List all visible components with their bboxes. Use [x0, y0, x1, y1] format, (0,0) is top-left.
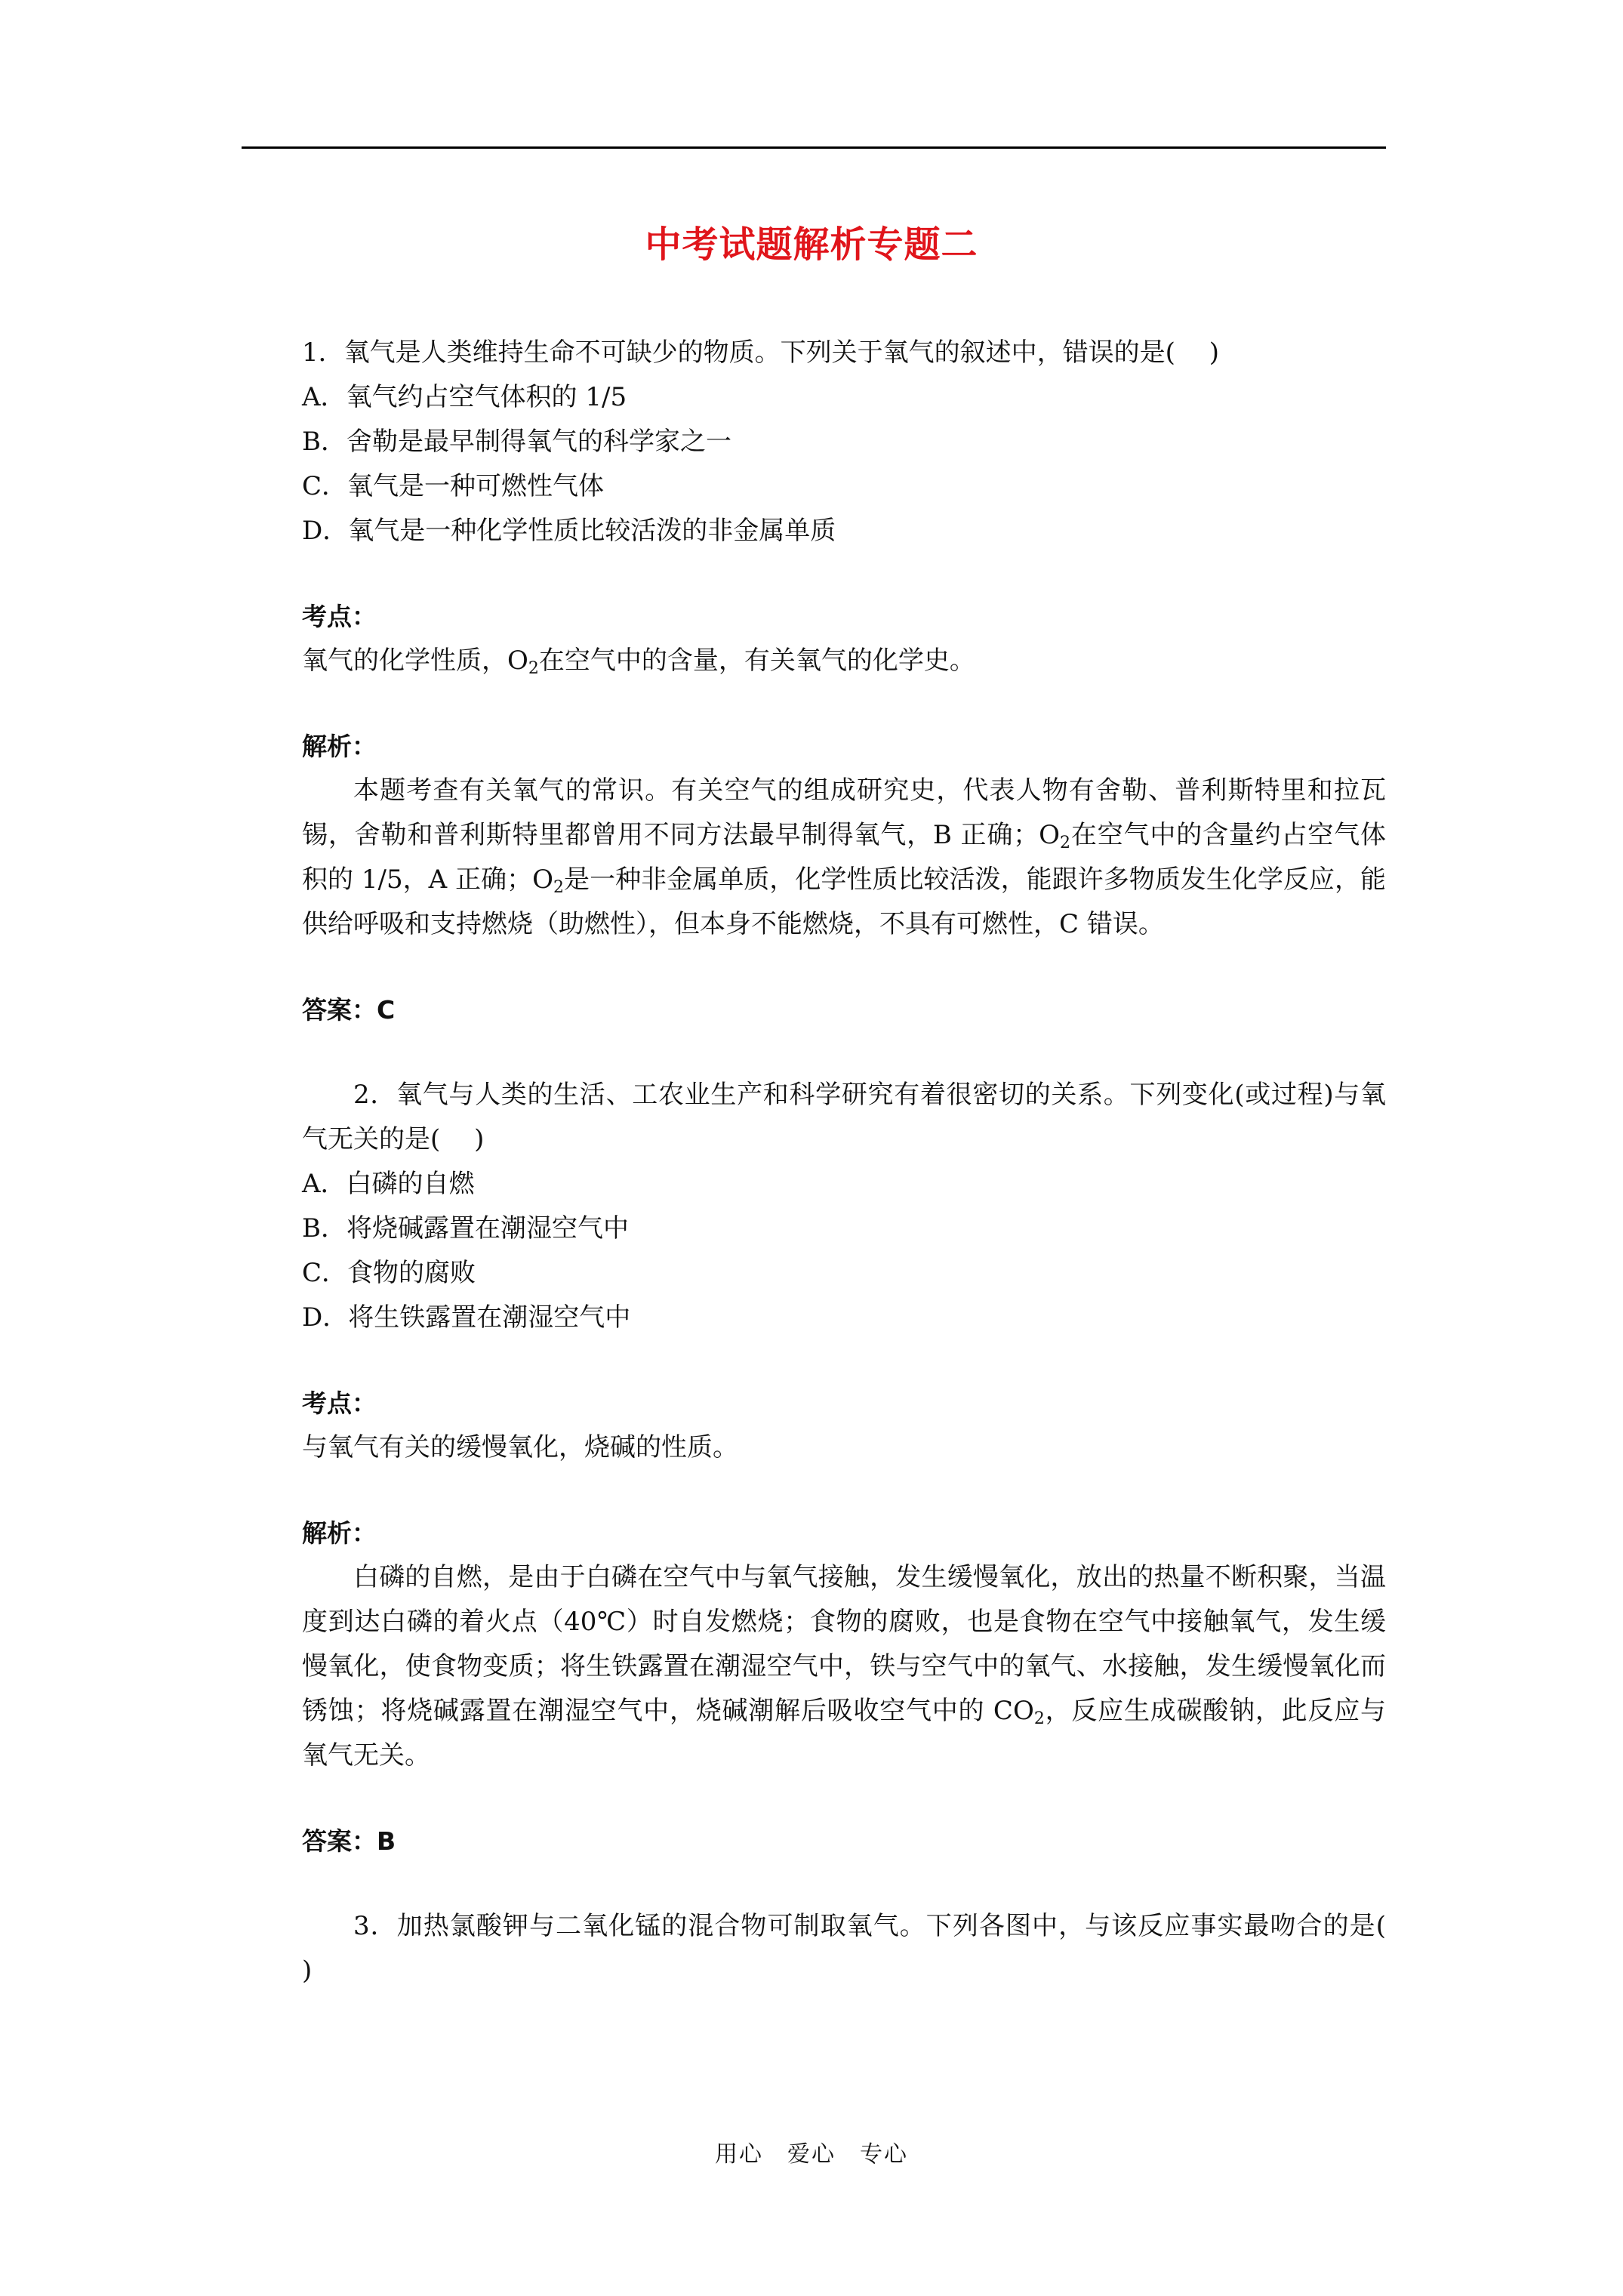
kaodian-heading: 考点：: [302, 602, 377, 631]
kaodian-heading: 考点：: [302, 1388, 377, 1418]
option-b: B．将烧碱露置在潮湿空气中: [302, 1213, 629, 1244]
option-a: A．白磷的自燃: [302, 1169, 475, 1199]
question-1: [302, 331, 1386, 1032]
header-rule: [242, 146, 1386, 149]
page-footer: 用心 爱心 专心: [715, 2141, 908, 2168]
jiexi-heading: 解析：: [302, 1518, 377, 1548]
option-d: D．将生铁露置在潮湿空气中: [302, 1302, 631, 1333]
question-stem: 2．氧气与人类的生活、工农业生产和科学研究有着很密切的关系。下列变化(或过程)与氧气无关的是( ): [302, 1080, 1386, 1154]
option-a: A．氧气约占空气体积的 1/5: [302, 382, 627, 412]
option-c: C．食物的腐败: [302, 1258, 476, 1288]
option-b: B．舍勒是最早制得氧气的科学家之一: [302, 427, 731, 457]
option-d: D．氧气是一种化学性质比较活泼的非金属单质: [302, 516, 836, 546]
kaodian-text: 氧气的化学性质，$O_2$在空气中的含量，有关氧气的化学史。: [302, 646, 975, 678]
jiexi-text: 白磷的自燃，是由于白磷在空气中与氧气接触，发生缓慢氧化，放出的热量不断积聚，当温度到达白磷的着火点（40℃）时自发燃烧；食物的腐败，也是食物在空气中接触氧气，发生缓慢氧化，使食物变质；将生铁露置在潮湿空气中，铁与空气中的氧气、水接触，发生缓慢氧化而锈蚀；将烧碱露置在潮湿空气中，烧碱潮解后吸收空气中的 $CO_2$，反应生成碳酸钠，此反应与氧气无关。: [302, 1562, 1386, 1771]
question-stem: 3．加热氯酸钾与二氧化锰的混合物可制取氧气。下列各图中，与该反应事实最吻合的是( ): [302, 1911, 1420, 1986]
page-title: 中考试题解析专题二: [645, 223, 978, 266]
question-2: [302, 1073, 1386, 1863]
question-stem: 1．氧气是人类维持生命不可缺少的物质。下列关于氧气的叙述中，错误的是( ): [302, 337, 1219, 368]
answer-line: 答案：C: [302, 995, 396, 1025]
document-body: [302, 331, 1420, 1993]
kaodian-text: 与氧气有关的缓慢氧化，烧碱的性质。: [302, 1432, 738, 1462]
option-c: C．氧气是一种可燃性气体: [302, 471, 605, 501]
question-3: [302, 1904, 1420, 1993]
answer-line: 答案：B: [302, 1826, 396, 1856]
jiexi-heading: 解析：: [302, 732, 377, 761]
jiexi-text: 本题考查有关氧气的常识。有关空气的组成研究史，代表人物有舍勒、普利斯特里和拉瓦锡，舍勒和普利斯特里都曾用不同方法最早制得氧气，B 正确；$O_2$在空气中的含量约占空气体积的 1/5，A 正确；$O_2$是一种非金属单质，化学性质比较活泼，能跟许多物质发生化学反应，能供给呼吸和支持燃烧（助燃性），但本身不能燃烧，不具有可燃性，C 错误。: [302, 775, 1387, 939]
